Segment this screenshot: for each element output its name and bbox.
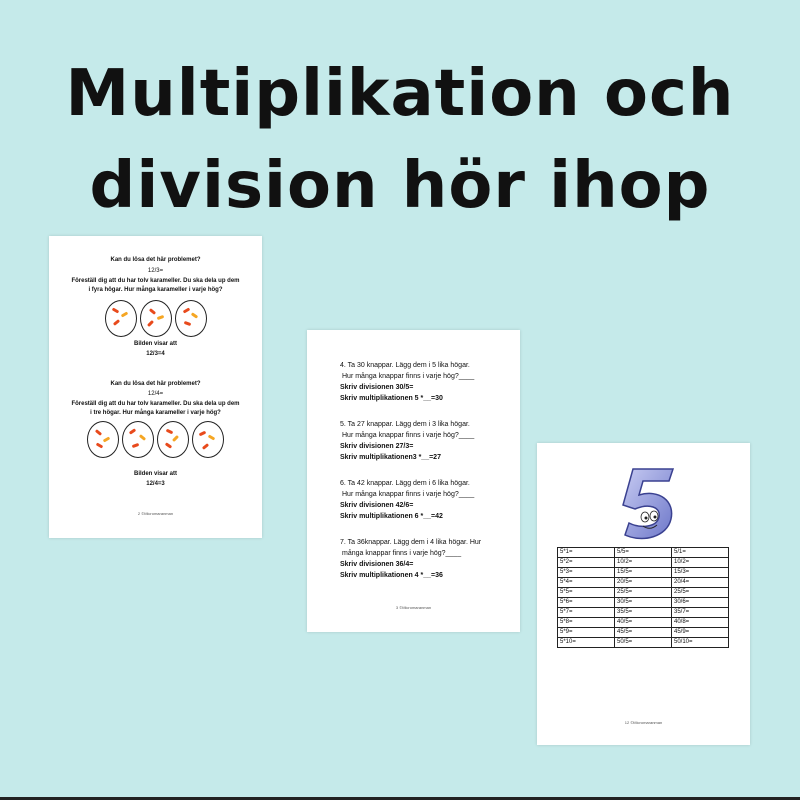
table-cell: 35/5=: [615, 608, 672, 618]
cartoon-five-icon: [615, 465, 677, 543]
candy-icon: [111, 307, 119, 313]
candy-icon: [148, 308, 155, 315]
question-line: 4. Ta 30 knappar. Lägg dem i 5 lika högar.: [340, 362, 470, 369]
table-row: [558, 588, 729, 598]
candy-icon: [183, 321, 191, 326]
multiplication-line: Skriv multiplikationen 5 *__=30: [340, 395, 443, 402]
page-footer: 12 ©Micromaranman: [624, 720, 663, 725]
candy-icon: [182, 307, 190, 313]
table-cell: 5*10=: [558, 638, 615, 648]
candy-icon: [132, 443, 140, 448]
question-block: [340, 419, 474, 463]
worksheet-page-2: [307, 330, 520, 632]
candy-icon: [202, 443, 209, 450]
problem-expression: 12/3=: [147, 268, 164, 274]
page-footer: 2 ©Micromaranman: [137, 511, 174, 516]
candy-icon: [112, 319, 119, 326]
division-line: Skriv divisionen 36/4=: [340, 561, 414, 568]
multiplication-line: Skriv multiplikationen 4 *__=36: [340, 572, 443, 579]
table-cell: 15/3=: [672, 568, 729, 578]
candy-icon: [199, 431, 207, 437]
table-row: [558, 638, 729, 648]
table-cell: 5*6=: [558, 598, 615, 608]
problem-text-line: i tre högar. Hur många karameller i varje hög?: [90, 410, 221, 416]
question-line: 6. Ta 42 knappar. Lägg dem i 6 lika högar.: [340, 480, 470, 487]
candy-icon: [120, 311, 128, 317]
candy-groups: [49, 421, 262, 458]
question-line: Hur många knappar finns i varje hög?____: [342, 373, 475, 380]
worksheet-page-3: [537, 443, 750, 745]
candy-icon: [146, 320, 153, 327]
candy-pile-circle: [140, 300, 172, 337]
cover-title: [0, 48, 800, 232]
table-cell: 5*7=: [558, 608, 615, 618]
table-row: [558, 558, 729, 568]
result-expression: 12/4=3: [146, 481, 165, 487]
result-label: Bilden visar att: [133, 341, 177, 347]
table-cell: 20/4=: [672, 578, 729, 588]
candy-icon: [96, 442, 104, 448]
multiplication-line: Skriv multiplikationen 6 *__=42: [340, 513, 443, 520]
page-footer: 3 ©Micromaranman: [395, 605, 432, 610]
question-line: Hur många knappar finns i varje hög?____: [342, 432, 475, 439]
table-cell: 20/5=: [615, 578, 672, 588]
question-block: [340, 360, 474, 404]
table-cell: 50/5=: [615, 638, 672, 648]
table-cell: 45/5=: [615, 628, 672, 638]
candy-icon: [165, 442, 172, 448]
table-row: [558, 578, 729, 588]
result-label: Bilden visar att: [133, 471, 177, 477]
table-cell: 40/5=: [615, 618, 672, 628]
worksheet-page-1: [49, 236, 262, 538]
title-line-1: Multiplikation och: [65, 57, 735, 131]
table-cell: 5/5=: [615, 548, 672, 558]
candy-icon: [190, 312, 197, 318]
candy-icon: [139, 434, 146, 441]
candy-pile-circle: [87, 421, 119, 458]
table-cell: 45/9=: [672, 628, 729, 638]
question-line: många knappar finns i varje hög?____: [342, 550, 462, 557]
candy-icon: [129, 428, 136, 434]
question-line: 7. Ta 36knappar. Lägg dem i 4 lika högar. Hur: [340, 539, 482, 546]
question-line: Hur många knappar finns i varje hög?____: [342, 491, 475, 498]
candy-icon: [103, 436, 111, 442]
table-row: [558, 568, 729, 578]
candy-pile-circle: [175, 300, 207, 337]
table-cell: 50/10=: [672, 638, 729, 648]
title-line-2: division hör ihop: [89, 149, 711, 223]
division-line: Skriv divisionen 30/5=: [340, 384, 414, 391]
division-line: Skriv divisionen 27/3=: [340, 443, 414, 450]
table-cell: 5*2=: [558, 558, 615, 568]
problem-text-line: Föreställ dig att du har tolv karameller. Du ska dela up dem: [71, 278, 240, 284]
table-cell: 5*3=: [558, 568, 615, 578]
problem-question: Kan du lösa det här problemet?: [110, 381, 201, 387]
question-line: 5. Ta 27 knappar. Lägg dem i 3 lika högar.: [340, 421, 470, 428]
multiplication-line: Skriv multiplikationen3 *__=27: [340, 454, 441, 461]
table-cell: 30/6=: [672, 598, 729, 608]
problem-expression: 12/4=: [147, 391, 164, 397]
problem-text-line: i fyra högar. Hur många karameller i varje hög?: [88, 287, 223, 293]
table-row: [558, 608, 729, 618]
candy-icon: [172, 435, 179, 442]
table-cell: 30/5=: [615, 598, 672, 608]
table-cell: 10/2=: [615, 558, 672, 568]
table-row: [558, 618, 729, 628]
question-block: [340, 537, 481, 581]
table-cell: 5*9=: [558, 628, 615, 638]
table-cell: 25/5=: [615, 588, 672, 598]
table-cell: 40/8=: [672, 618, 729, 628]
candy-pile-circle: [192, 421, 224, 458]
candy-icon: [166, 429, 174, 435]
candy-icon: [95, 429, 102, 436]
table-cell: 15/5=: [615, 568, 672, 578]
table-cell: 10/2=: [672, 558, 729, 568]
candy-pile-circle: [122, 421, 154, 458]
table-cell: 5*1=: [558, 548, 615, 558]
table-cell: 35/7=: [672, 608, 729, 618]
table-cell: 25/5=: [672, 588, 729, 598]
table-row: [558, 548, 729, 558]
candy-icon: [156, 315, 164, 320]
facts-table: [557, 547, 729, 648]
division-line: Skriv divisionen 42/6=: [340, 502, 414, 509]
table-cell: 5*5=: [558, 588, 615, 598]
table-row: [558, 628, 729, 638]
candy-groups: [49, 300, 262, 337]
result-expression: 12/3=4: [146, 351, 165, 357]
table-row: [558, 598, 729, 608]
candy-pile-circle: [157, 421, 189, 458]
problem-text-line: Föreställ dig att du har tolv karameller. Du ska dela up dem: [71, 401, 240, 407]
table-cell: 5*8=: [558, 618, 615, 628]
question-block: [340, 478, 474, 522]
table-cell: 5*4=: [558, 578, 615, 588]
candy-pile-circle: [105, 300, 137, 337]
candy-icon: [208, 434, 216, 440]
table-cell: 5/1=: [672, 548, 729, 558]
problem-question: Kan du lösa det här problemet?: [110, 257, 201, 263]
